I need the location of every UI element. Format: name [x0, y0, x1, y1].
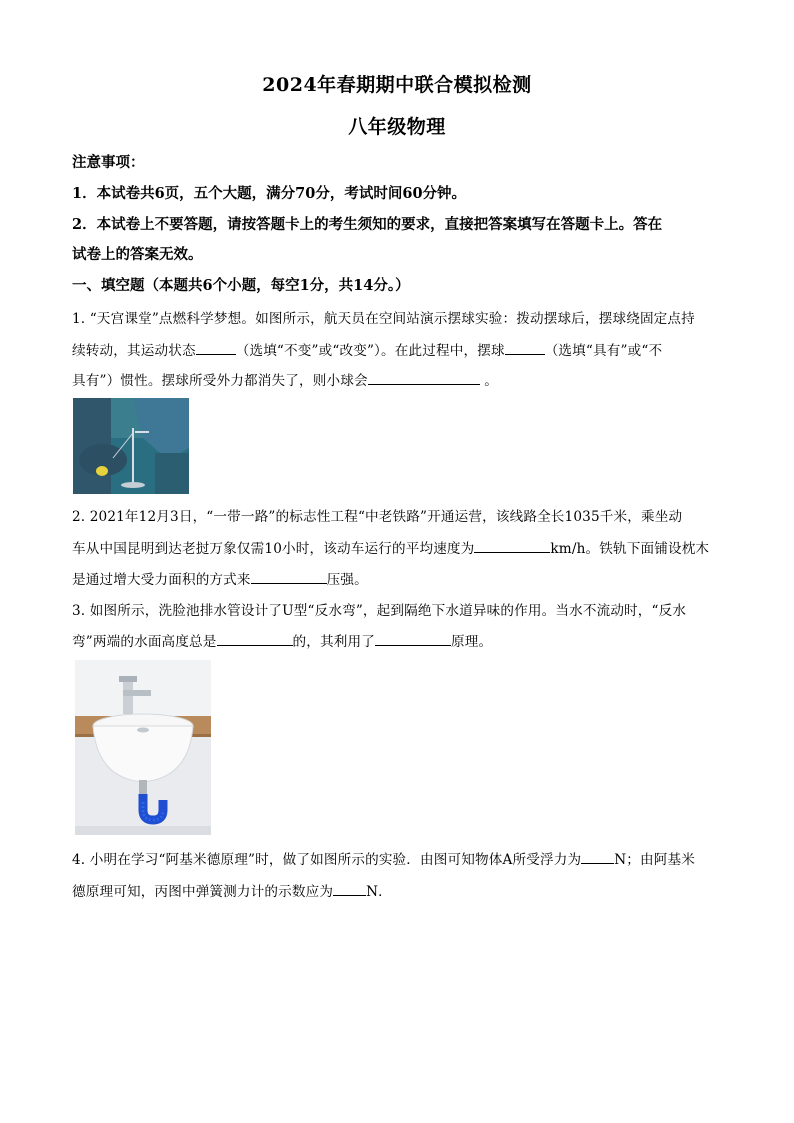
q2-text-a: 车从中国昆明到达老挝万象仅需10小时，该动车运行的平均速度为 — [72, 541, 475, 557]
answer-blank[interactable] — [368, 371, 480, 385]
answer-blank[interactable] — [196, 341, 236, 355]
q1-text-a: 续转动，其运动状态 — [72, 343, 196, 359]
q3-line-2 — [72, 630, 724, 650]
q4-text-a: 4. 小明在学习“阿基米德原理”时，做了如图所示的实验．由图可知物体A所受浮力为 — [72, 852, 582, 868]
pendulum-photo-svg — [73, 398, 189, 494]
q1-line-3 — [72, 369, 724, 389]
q2-line-2 — [72, 537, 724, 557]
q1-text-e: 。 — [479, 373, 498, 389]
q3-text-a: 弯”两端的水面高度总是 — [72, 634, 217, 650]
q1-line-2 — [72, 339, 724, 359]
answer-blank[interactable] — [375, 632, 451, 646]
sink-u-trap-photo — [75, 660, 211, 835]
notice-item-1: 1．本试卷共6页，五个大题，满分70分，考试时间60分钟。 — [72, 185, 467, 202]
q3-text-c: 原理。 — [451, 634, 493, 650]
q1-text-c: （选填“具有”或“不 — [544, 343, 663, 359]
notice-heading: 注意事项： — [72, 154, 145, 171]
q4-text-d: N． — [366, 884, 392, 900]
q2-text-b: km/h。铁轨下面铺设枕木 — [550, 541, 710, 557]
notice-item-2-line-2: 试卷上的答案无效。 — [72, 246, 203, 263]
section-1-heading: 一、填空题（本题共6个小题，每空1分，共14分。） — [72, 277, 410, 294]
exam-title: 2024年春期期中联合模拟检测 — [262, 74, 532, 96]
q2-line-3 — [72, 568, 724, 588]
q2-text-c: 是通过增大受力面积的方式来 — [72, 572, 251, 588]
q3-line-1: 3. 如图所示，洗脸池排水管设计了U型“反水弯”，起到隔绝下水道异味的作用。当水不流动时，“反水 — [72, 603, 687, 619]
q4-line-1 — [72, 848, 724, 868]
answer-blank[interactable] — [581, 850, 614, 864]
q1-text-b: （选填“不变”或“改变”）。在此过程中，摆球 — [235, 343, 505, 359]
q4-text-c: 德原理可知，丙图中弹簧测力计的示数应为 — [72, 884, 334, 900]
q1-text-d: 具有”）惯性。摆球所受外力都消失了，则小球会 — [72, 373, 368, 389]
astronaut-pendulum-photo — [73, 398, 189, 494]
answer-blank[interactable] — [474, 539, 550, 553]
q2-line-1: 2. 2021年12月3日，“一带一路”的标志性工程“中老铁路”开通运营，该线路全长1035千米，乘坐动 — [72, 509, 683, 525]
sink-photo-svg — [75, 660, 211, 835]
q4-line-2 — [72, 880, 724, 900]
answer-blank[interactable] — [505, 341, 545, 355]
answer-blank[interactable] — [217, 632, 293, 646]
q1-line-1: 1. “天宫课堂”点燃科学梦想。如图所示，航天员在空间站演示摆球实验：拨动摆球后，摆球绕固定点持 — [72, 311, 695, 327]
exam-subject: 八年级物理 — [348, 116, 446, 138]
q3-text-b: 的，其利用了 — [292, 634, 376, 650]
q4-text-b: N；由阿基米 — [614, 852, 695, 868]
answer-blank[interactable] — [251, 570, 327, 584]
notice-item-2-line-1: 2．本试卷上不要答题，请按答题卡上的考生须知的要求，直接把答案填写在答题卡上。答在 — [72, 216, 663, 233]
answer-blank[interactable] — [333, 882, 366, 896]
q2-text-d: 压强。 — [326, 572, 368, 588]
